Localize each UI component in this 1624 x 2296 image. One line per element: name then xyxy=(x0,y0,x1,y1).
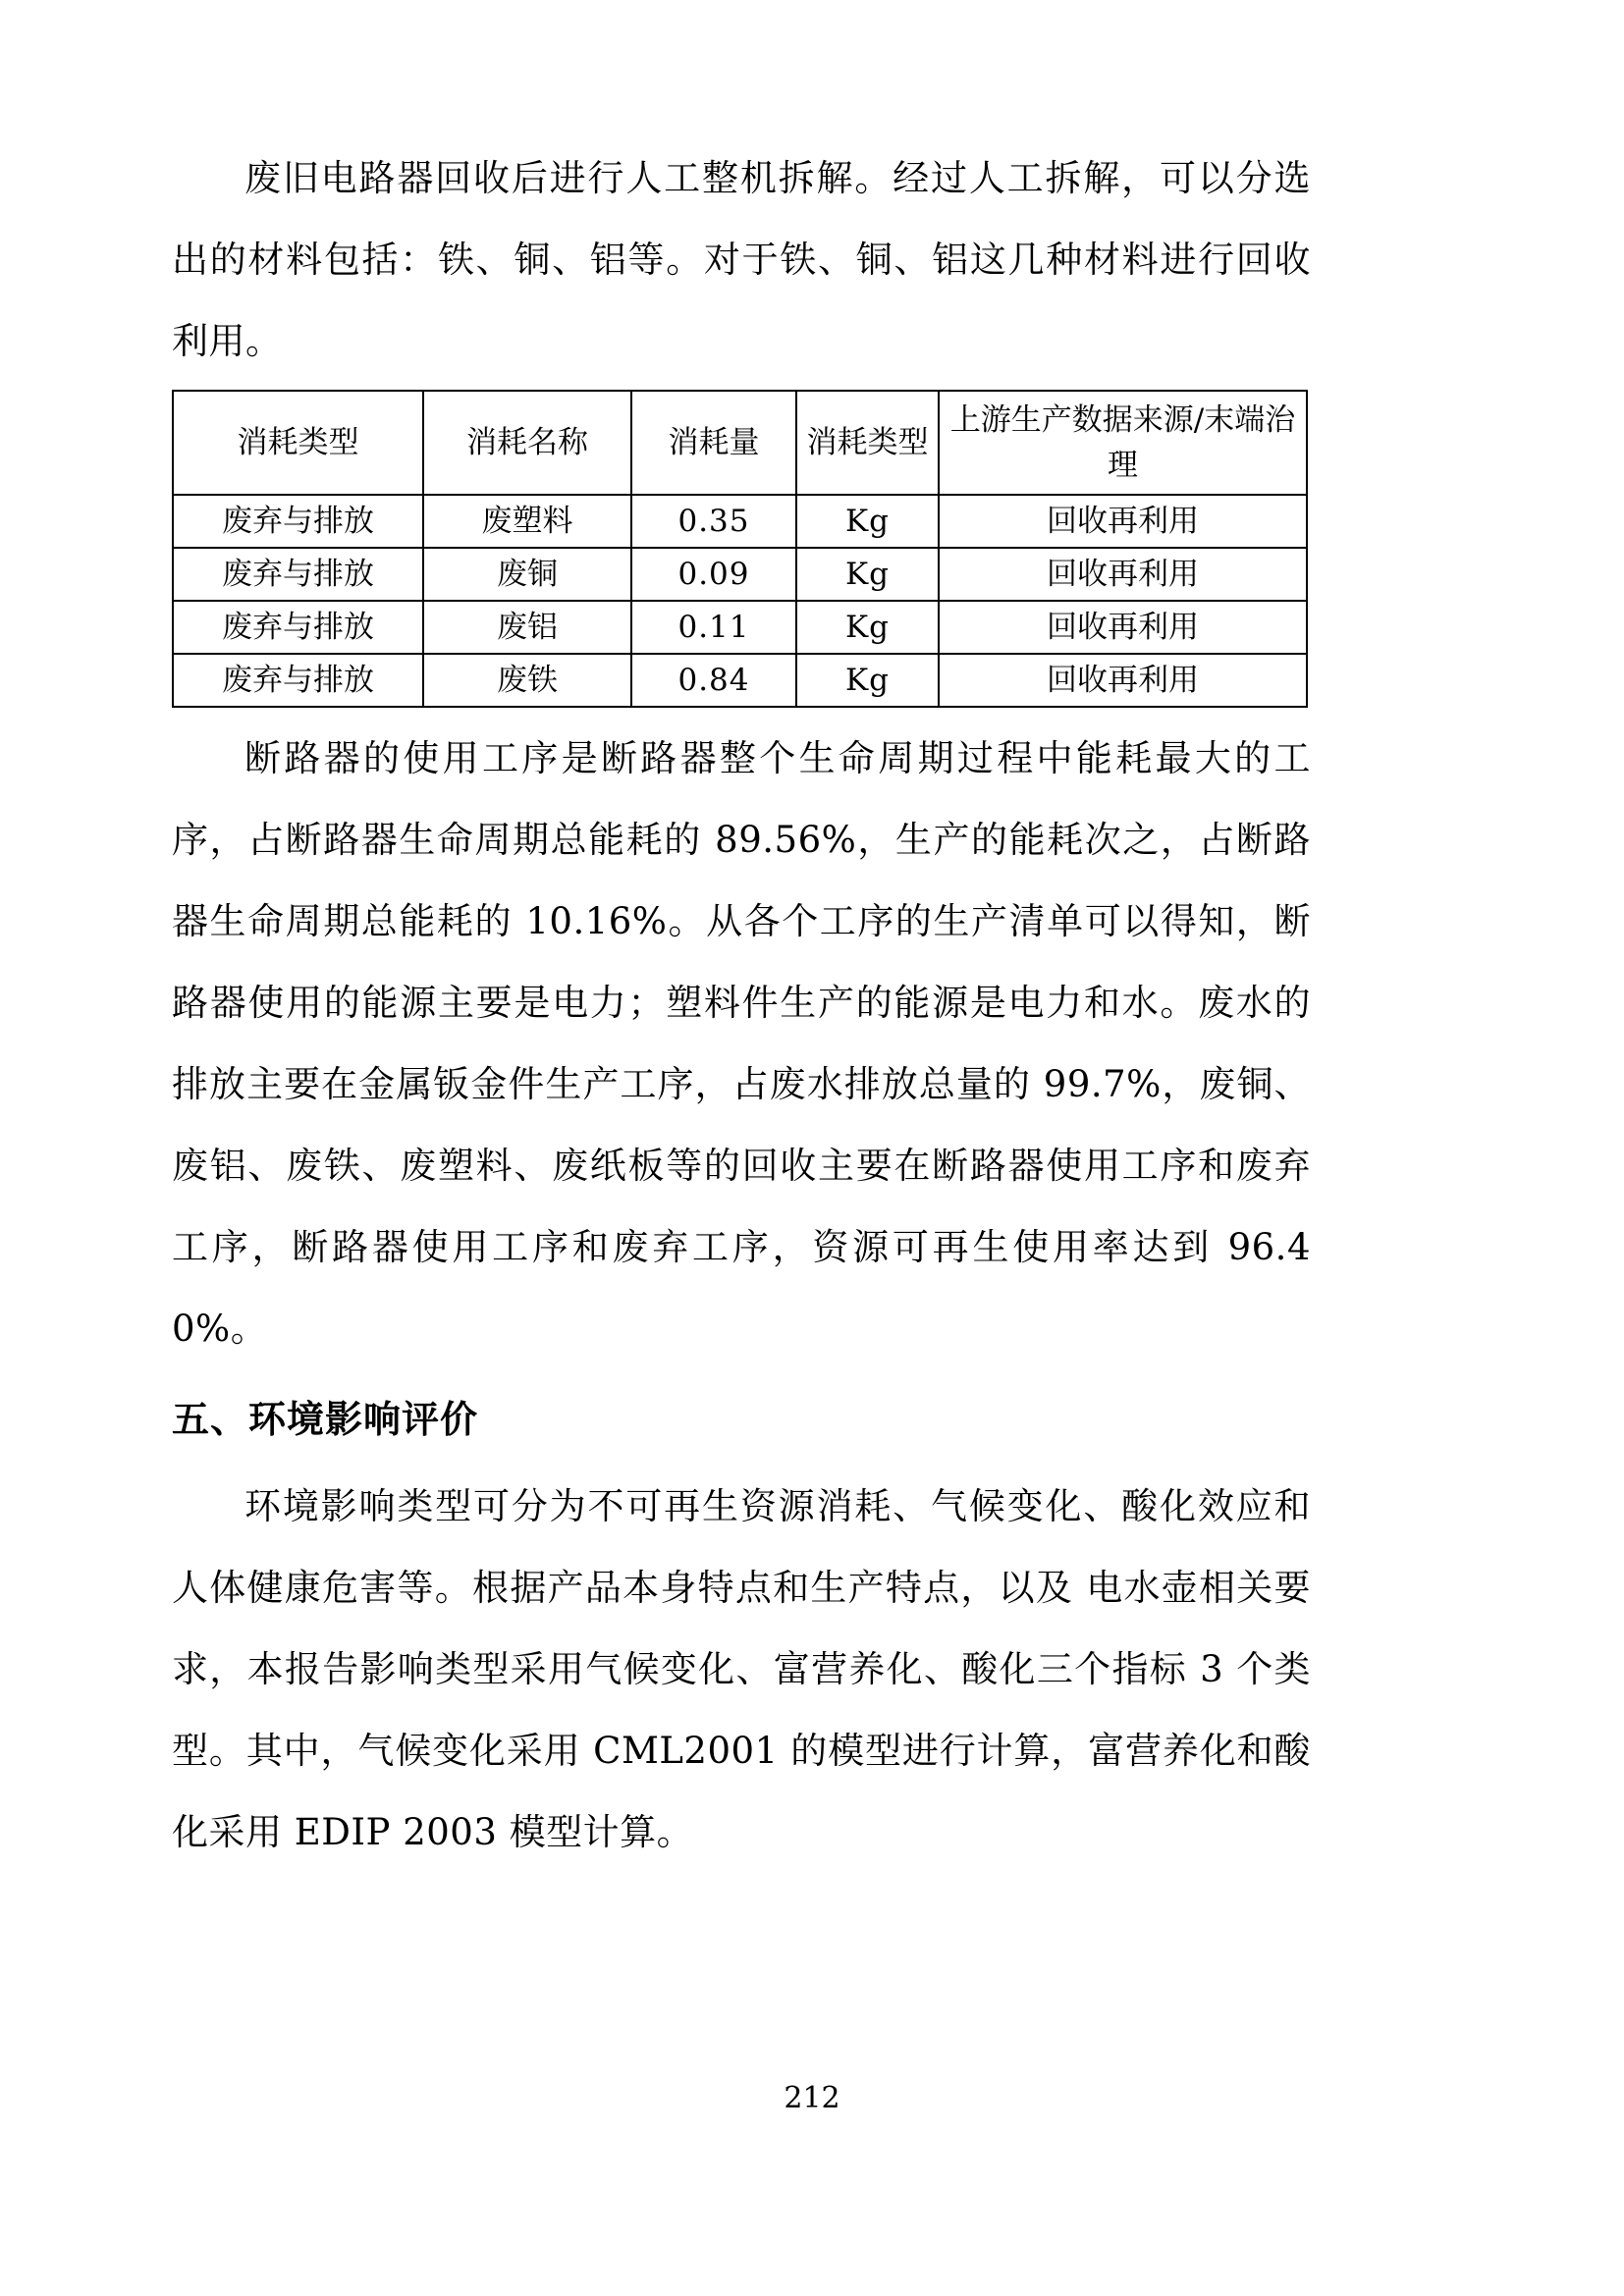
cell-amount: 0.09 xyxy=(631,548,796,601)
page-footer xyxy=(0,2081,1624,2115)
column-header-consumption-amount: 消耗量 xyxy=(631,391,796,495)
cell-source: 回收再利用 xyxy=(939,495,1307,548)
cell-type: 废弃与排放 xyxy=(173,601,423,654)
table-row xyxy=(173,548,1307,601)
cell-name: 废铜 xyxy=(423,548,631,601)
column-header-consumption-type: 消耗类型 xyxy=(173,391,423,495)
page-content xyxy=(172,137,1311,1873)
cell-type: 废弃与排放 xyxy=(173,654,423,707)
cell-amount: 0.11 xyxy=(631,601,796,654)
column-header-upstream-source: 上游生产数据来源/末端治理 xyxy=(939,391,1307,495)
cell-type: 废弃与排放 xyxy=(173,548,423,601)
section-heading-environmental-impact: 五、环境影响评价 xyxy=(172,1400,479,1441)
table-body xyxy=(173,495,1307,707)
cell-source: 回收再利用 xyxy=(939,548,1307,601)
cell-unit: Kg xyxy=(796,654,939,707)
cell-amount: 0.35 xyxy=(631,495,796,548)
cell-name: 废铁 xyxy=(423,654,631,707)
paragraph-dismantling: 废旧电路器回收后进行人工整机拆解。经过人工拆解，可以分选出的材料包括：铁、铜、铝等。对于铁、铜、铝这几种材料进行回收利用。 xyxy=(172,157,1311,362)
table-row xyxy=(173,601,1307,654)
column-header-consumption-name: 消耗名称 xyxy=(423,391,631,495)
paragraph-impact-types: 环境影响类型可分为不可再生资源消耗、气候变化、酸化效应和人体健康危害等。根据产品本身特点和生产特点，以及 电水壶相关要求，本报告影响类型采用气候变化、富营养化、酸化三个指标 3 个类型。其中，气候变化采用 CML2001 的模型进行计算，富营养化和酸化采用 EDIP 2003 模型计算。 xyxy=(172,1485,1311,1853)
table-row xyxy=(173,495,1307,548)
cell-unit: Kg xyxy=(796,601,939,654)
cell-unit: Kg xyxy=(796,548,939,601)
cell-unit: Kg xyxy=(796,495,939,548)
table-header xyxy=(173,391,1307,495)
cell-name: 废塑料 xyxy=(423,495,631,548)
cell-name: 废铝 xyxy=(423,601,631,654)
table-row xyxy=(173,654,1307,707)
paragraph-energy-analysis: 断路器的使用工序是断路器整个生命周期过程中能耗最大的工序，占断路器生命周期总能耗的 89.56%，生产的能耗次之，占断路器生命周期总能耗的 10.16%。从各个工序的生产清单可以得知，断路器使用的能源主要是电力；塑料件生产的能源是电力和水。废水的排放主要在金属钣金件生产工序，占废水排放总量的 99.7%，废铜、废铝、废铁、废塑料、废纸板等的回收主要在断路器使用工序和废弃工序，断路器使用工序和废弃工序，资源可再生使用率达到 96.40%。 xyxy=(172,737,1311,1350)
page-number: 212 xyxy=(784,2081,840,2115)
cell-source: 回收再利用 xyxy=(939,654,1307,707)
table-header-row xyxy=(173,391,1307,495)
consumption-table xyxy=(172,390,1308,708)
cell-source: 回收再利用 xyxy=(939,601,1307,654)
cell-type: 废弃与排放 xyxy=(173,495,423,548)
column-header-consumption-unit-type: 消耗类型 xyxy=(796,391,939,495)
cell-amount: 0.84 xyxy=(631,654,796,707)
